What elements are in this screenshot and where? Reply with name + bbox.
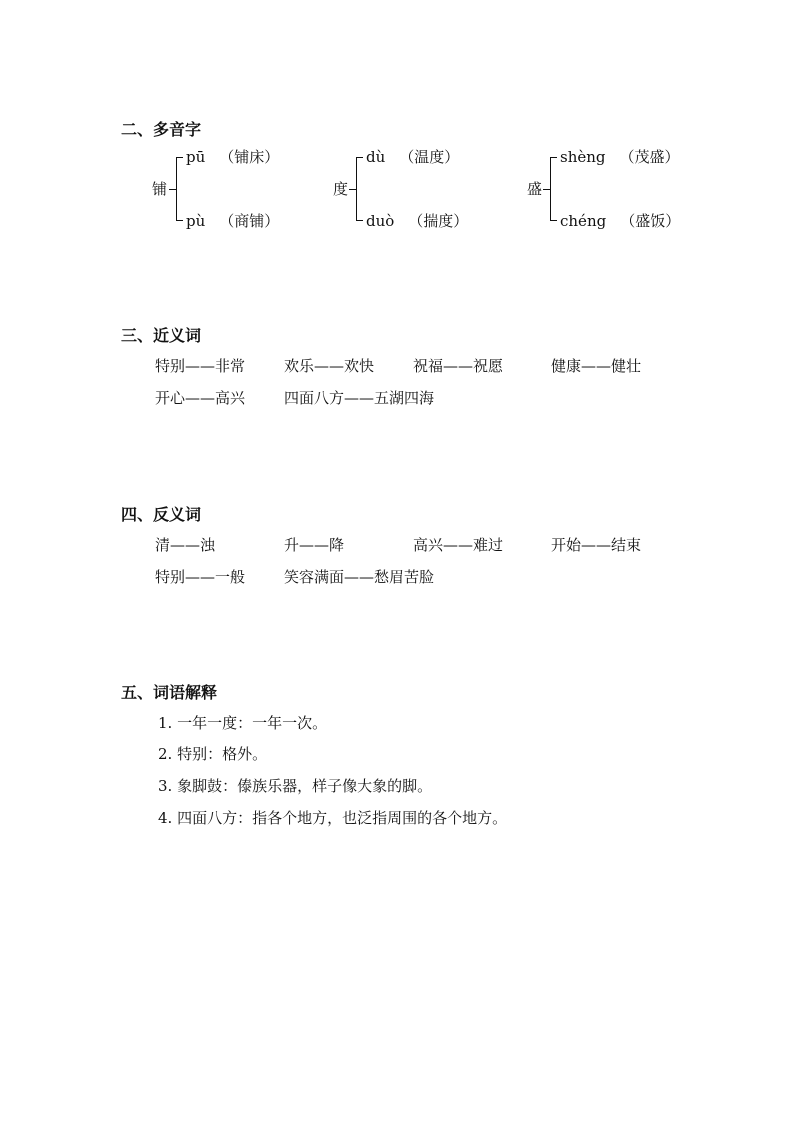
synonym-pair: 开心——高兴 xyxy=(155,389,246,407)
bracket-line xyxy=(356,157,363,221)
synonym-pair: 四面八方——五湖四海 xyxy=(284,389,435,407)
synonym-pair: 特别——非常 xyxy=(155,357,246,375)
explanation-item: 3. 象脚鼓：傣族乐器，样子像大象的脚。 xyxy=(158,777,433,795)
antonym-pair: 升——降 xyxy=(284,536,345,554)
polyphonic-char: 盛 xyxy=(527,180,543,198)
synonym-pair: 健康——健壮 xyxy=(551,357,642,375)
polyphonic-reading xyxy=(186,211,279,231)
example-word: （铺床） xyxy=(219,148,280,166)
example-word: （茂盛） xyxy=(619,148,680,166)
pinyin: pū xyxy=(186,148,206,166)
polyphonic-reading xyxy=(560,147,680,167)
antonym-pair: 清——浊 xyxy=(155,536,216,554)
section-heading-polyphonic: 二、多音字 xyxy=(121,120,202,139)
explanation-item: 2. 特别：格外。 xyxy=(158,745,268,763)
pinyin: chéng xyxy=(560,212,607,230)
polyphonic-reading xyxy=(366,211,468,231)
bracket-line xyxy=(550,157,557,221)
antonym-pair: 笑容满面——愁眉苦脸 xyxy=(284,568,435,586)
polyphonic-reading xyxy=(366,147,459,167)
section-heading-antonyms: 四、反义词 xyxy=(121,505,202,524)
polyphonic-char: 铺 xyxy=(152,180,168,198)
synonym-pair: 欢乐——欢快 xyxy=(284,357,375,375)
explanation-item: 1. 一年一度：一年一次。 xyxy=(158,714,328,732)
pinyin: shèng xyxy=(560,148,606,166)
polyphonic-reading xyxy=(186,147,279,167)
antonym-pair: 开始——结束 xyxy=(551,536,642,554)
bracket-tick xyxy=(543,189,550,190)
antonym-pair: 特别——一般 xyxy=(155,568,246,586)
section-heading-explanations: 五、词语解释 xyxy=(121,683,218,702)
explanation-item: 4. 四面八方：指各个地方，也泛指周围的各个地方。 xyxy=(158,809,508,827)
synonym-pair: 祝福——祝愿 xyxy=(413,357,504,375)
antonym-pair: 高兴——难过 xyxy=(413,536,504,554)
pinyin: dù xyxy=(366,148,386,166)
bracket-line xyxy=(176,157,183,221)
bracket-tick xyxy=(349,189,356,190)
polyphonic-char: 度 xyxy=(333,180,349,198)
section-heading-synonyms: 三、近义词 xyxy=(121,326,202,345)
example-word: （盛饭） xyxy=(620,212,681,230)
polyphonic-reading xyxy=(560,211,680,231)
example-word: （商铺） xyxy=(219,212,280,230)
example-word: （揣度） xyxy=(408,212,469,230)
pinyin: duò xyxy=(366,212,395,230)
bracket-tick xyxy=(169,189,176,190)
example-word: （温度） xyxy=(399,148,460,166)
pinyin: pù xyxy=(186,212,206,230)
